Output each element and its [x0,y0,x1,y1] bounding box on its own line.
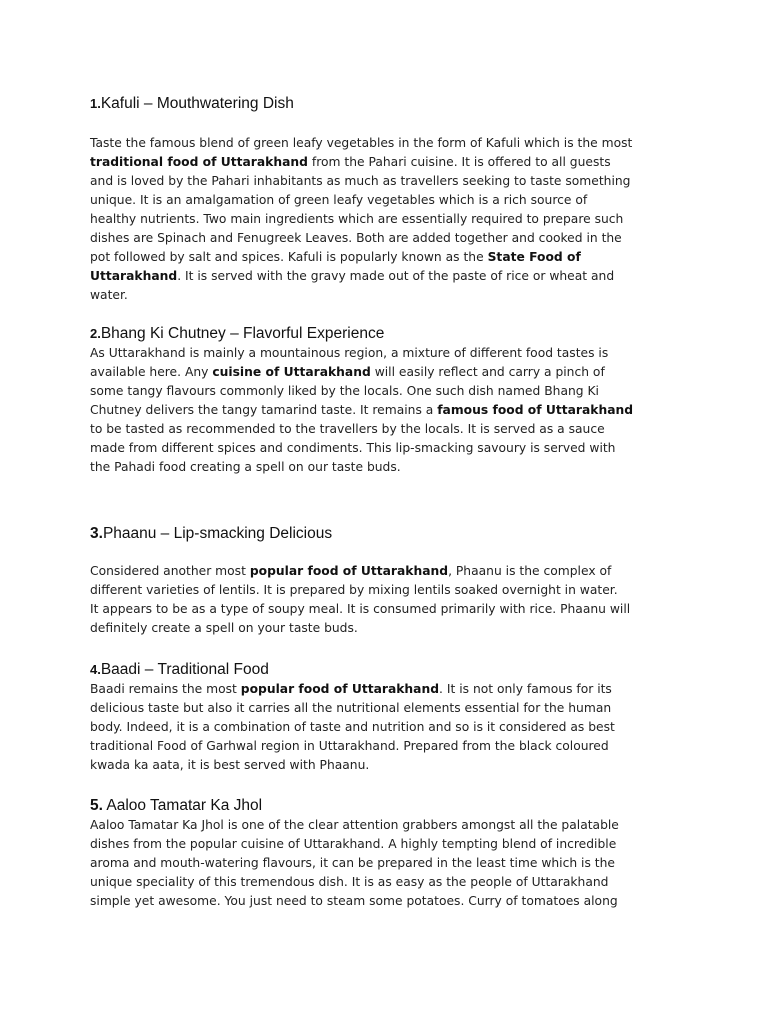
paragraph-line [90,680,690,699]
section-baadi [90,660,690,775]
text-run: simple yet awesome. You just need to steam some potatoes. Curry of tomatoes along [90,894,618,908]
section-paragraph [90,134,690,305]
paragraph-line [90,458,690,477]
text-run: delicious taste but also it carries all the nutritional elements essential for the human [90,701,612,715]
paragraph-line [90,401,690,420]
text-run: and is loved by the Pahari inhabitants as much as travellers seeking to taste something [90,174,631,188]
section-paragraph [90,680,690,775]
paragraph-line [90,172,690,191]
bold-keyword: cuisine of Uttarakhand [212,365,371,379]
paragraph-line [90,835,690,854]
bold-keyword: Uttarakhand [90,269,178,283]
text-run: pot followed by salt and spices. Kafuli is popularly known as the [90,250,488,264]
bold-keyword: traditional food of Uttarakhand [90,155,308,169]
paragraph-line [90,229,690,248]
section-number: 3. [90,525,103,542]
section-paragraph [90,816,690,911]
section-paragraph [90,562,690,638]
bold-keyword: famous food of Uttarakhand [437,403,634,417]
section-number: 5. [90,797,103,814]
text-run: Chutney delivers the tangy tamarind taste. It remains a [90,403,438,417]
text-run: unique. It is an amalgamation of green leafy vegetables which is a rich source of [90,193,588,207]
text-run: the Pahadi food creating a spell on our taste buds. [90,460,401,474]
text-run: aroma and mouth-watering flavours, it can be prepared in the least time which is the [90,856,615,870]
section-paragraph [90,344,690,477]
section-title: Aaloo Tamatar Ka Jhol [102,797,263,814]
text-run: will easily reflect and carry a pinch of [370,365,605,379]
paragraph-line [90,816,690,835]
text-run: different varieties of lentils. It is prepared by mixing lentils soaked overnight in water. [90,583,618,597]
paragraph-line [90,737,690,756]
paragraph-line [90,134,690,153]
paragraph-line [90,344,690,363]
section-title: Baadi – Traditional Food [100,661,269,678]
paragraph-line [90,699,690,718]
text-run: water. [90,288,128,302]
paragraph-line [90,718,690,737]
text-run: Aaloo Tamatar Ka Jhol is one of the clear attention grabbers amongst all the palatable [90,818,619,832]
paragraph-line [90,248,690,267]
section-aaloo-tamatar-ka-jhol [90,796,690,911]
section-kafuli [90,94,690,305]
section-bhang-ki-chutney [90,324,690,477]
text-run: some tangy flavours commonly liked by the locals. One such dish named Bhang Ki [90,384,599,398]
text-run: to be tasted as recommended to the travellers by the locals. It is served as a sauce [90,422,605,436]
text-run: , Phaanu is the complex of [448,564,612,578]
text-run: Considered another most [90,564,250,578]
section-number: 2. [90,326,101,341]
paragraph-line [90,562,690,581]
section-heading [90,324,690,344]
paragraph-line [90,153,690,172]
bold-keyword: popular food of Uttarakhand [240,682,440,696]
paragraph-line [90,756,690,775]
bold-keyword: State Food of [487,250,581,264]
text-run: dishes from the popular cuisine of Uttarakhand. A highly tempting blend of incredible [90,837,617,851]
bold-keyword: popular food of Uttarakhand [249,564,449,578]
text-run: definitely create a spell on your taste buds. [90,621,358,635]
text-run: . It is served with the gravy made out of the paste of rice or wheat and [177,269,615,283]
paragraph-line [90,382,690,401]
paragraph-line [90,267,690,286]
section-title: Phaanu – Lip-smacking Delicious [102,525,333,542]
paragraph-line [90,210,690,229]
section-number: 1. [90,96,101,111]
text-run: from the Pahari cuisine. It is offered to all guests [307,155,611,169]
text-run: kwada ka aata, it is best served with Phaanu. [90,758,370,772]
text-run: available here. Any [90,365,213,379]
section-title: Kafuli – Mouthwatering Dish [100,95,294,112]
paragraph-line [90,439,690,458]
text-run: As Uttarakhand is mainly a mountainous region, a mixture of different food tastes is [90,346,609,360]
paragraph-line [90,286,690,305]
paragraph-line [90,892,690,911]
section-heading [90,524,690,544]
text-run: traditional Food of Garhwal region in Uttarakhand. Prepared from the black coloured [90,739,609,753]
text-run: dishes are Spinach and Fenugreek Leaves. Both are added together and cooked in the [90,231,622,245]
section-phaanu [90,524,690,638]
section-heading [90,660,690,680]
text-run: unique speciality of this tremendous dish. It is as easy as the people of Uttarakhand [90,875,609,889]
section-heading [90,94,690,114]
section-heading [90,796,690,816]
paragraph-line [90,420,690,439]
text-run: Baadi remains the most [90,682,241,696]
paragraph-line [90,363,690,382]
paragraph-line [90,873,690,892]
text-run: made from different spices and condiments. This lip-smacking savoury is served with [90,441,616,455]
text-run: Taste the famous blend of green leafy vegetables in the form of Kafuli which is the most [90,136,633,150]
text-run: . It is not only famous for its [439,682,612,696]
text-run: body. Indeed, it is a combination of taste and nutrition and so is it considered as best [90,720,615,734]
paragraph-line [90,619,690,638]
paragraph-line [90,600,690,619]
paragraph-line [90,191,690,210]
section-number: 4. [90,662,101,677]
text-run: healthy nutrients. Two main ingredients which are essentially required to prepare such [90,212,624,226]
paragraph-line [90,581,690,600]
paragraph-line [90,854,690,873]
section-title: Bhang Ki Chutney – Flavorful Experience [100,325,385,342]
text-run: It appears to be as a type of soupy meal. It is consumed primarily with rice. Phaanu will [90,602,631,616]
